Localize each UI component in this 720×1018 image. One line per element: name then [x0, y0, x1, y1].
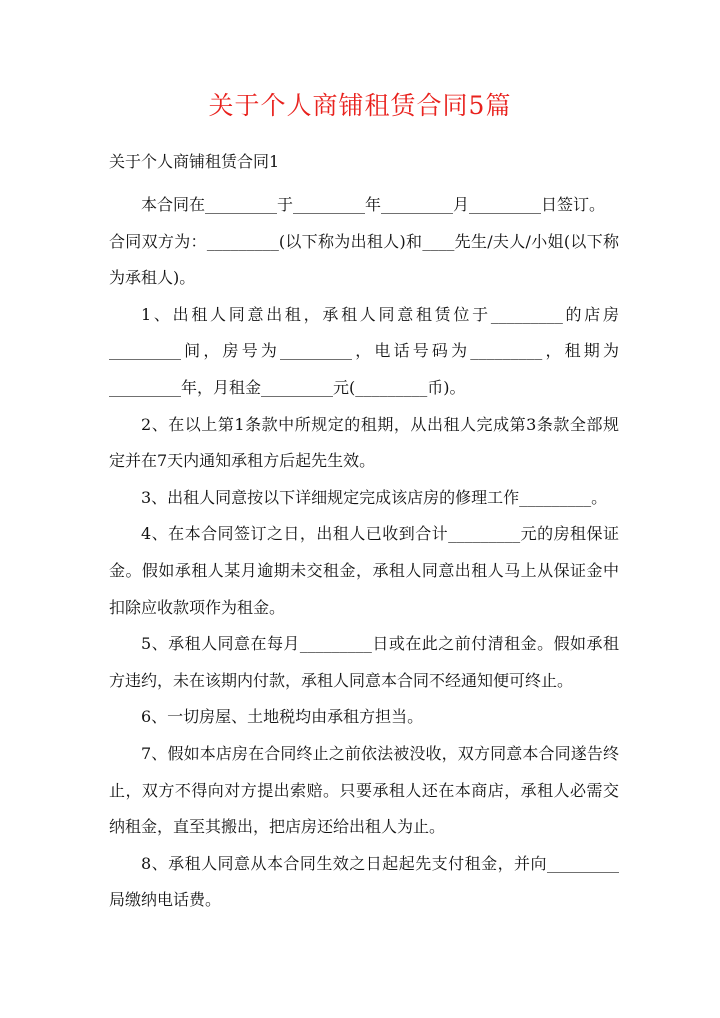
document-subtitle: 关于个人商铺租赁合同1 [109, 152, 280, 171]
paragraph-clause-6: 6、一切房屋、土地税均由承租方担当。 [141, 707, 424, 727]
paragraph-clause-2: 2、在以上第1条款中所规定的租期，从出租人完成第3条款全部规定并在7天内通知承租方后起先生效。 [109, 414, 619, 471]
paragraph-parties: 合同双方为：_________(以下称为出租人)和____先生/夫人/小姐(以下称为承租人)。 [109, 231, 619, 288]
paragraph-clause-1: 1、出租人同意出租，承租人同意租赁位于_________的店房_________间，房号为_________，电话号码为_________，租期为_________年，月租金_________元(_________币)。 [109, 304, 619, 397]
document-body [109, 187, 619, 919]
paragraph-clause-3: 3、出租人同意按以下详细规定完成该店房的修理工作_________。 [141, 487, 608, 507]
paragraph-signing-date: 本合同在_________于_________年_________月_________日签订。 [141, 195, 606, 214]
paragraph-clause-7: 7、假如本店房在合同终止之前依法被没收，双方同意本合同遂告终止，双方不得向对方提出索赔。只要承租人还在本商店，承租人必需交纳租金，直至其搬出，把店房还给出租人为止。 [109, 743, 619, 837]
paragraph-clause-4: 4、在本合同签订之日，出租人已收到合计_________元的房租保证金。假如承租人某月逾期未交租金，承租人同意出租人马上从保证金中扣除应收款项作为租金。 [109, 524, 619, 617]
document-title: 关于个人商铺租赁合同5篇 [208, 91, 512, 120]
paragraph-clause-8: 8、承租人同意从本合同生效之日起起先支付租金，并向_________局缴纳电话费。 [109, 853, 619, 910]
paragraph-clause-5: 5、承租人同意在每月_________日或在此之前付清租金。假如承租方违约，未在该期内付款，承租人同意本合同不经通知便可终止。 [109, 634, 619, 690]
